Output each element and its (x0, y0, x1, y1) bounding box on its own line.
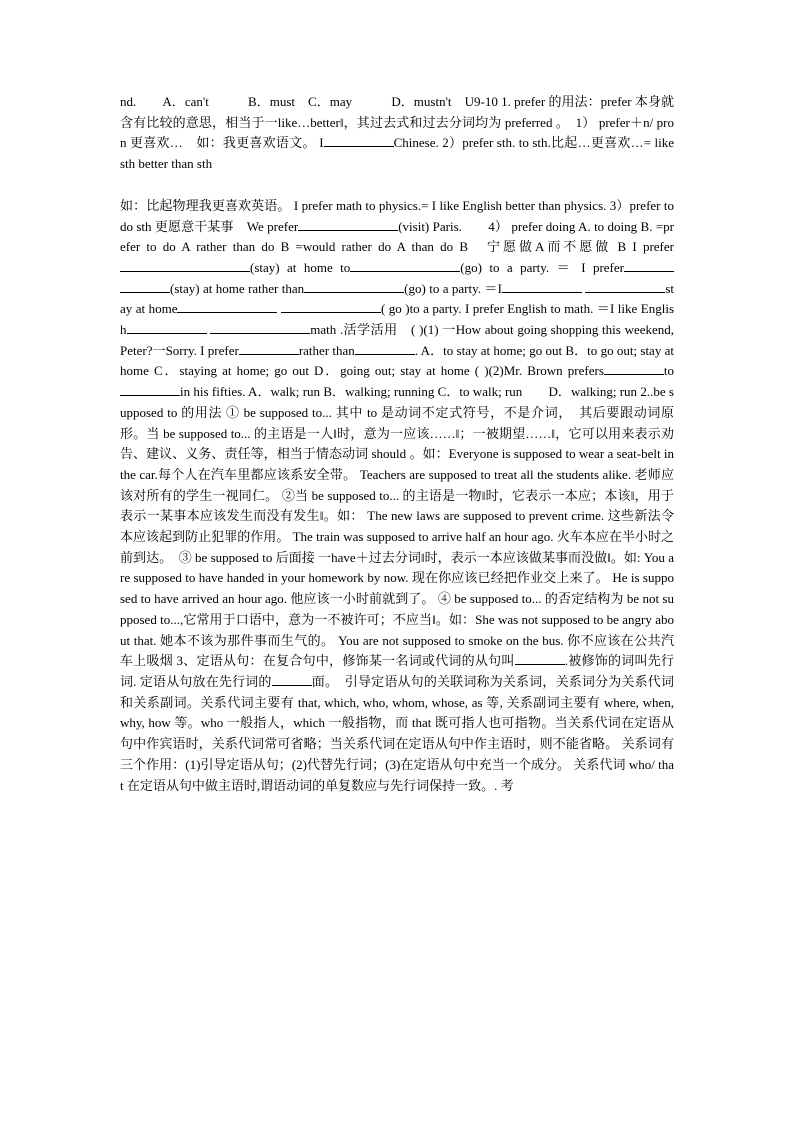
text-run: (go) to a party. ＝I (404, 280, 502, 296)
fill-blank[interactable] (239, 341, 299, 355)
text-run: (stay) at home rather than (170, 280, 305, 296)
fill-blank[interactable] (502, 279, 582, 293)
fill-blank[interactable] (515, 651, 565, 665)
fill-blank[interactable] (350, 258, 460, 272)
fill-blank[interactable] (585, 279, 665, 293)
fill-blank[interactable] (120, 382, 180, 396)
fill-blank[interactable] (304, 279, 404, 293)
text-run: (go) to a party. ＝ I prefer (460, 259, 624, 275)
text-run: .被修饰的词叫先行词. 定语从句放在先行词的 (120, 653, 674, 689)
fill-blank[interactable] (281, 299, 381, 313)
fill-blank[interactable] (177, 299, 277, 313)
fill-blank[interactable] (324, 133, 394, 147)
text-run: rather than (298, 342, 355, 358)
text-run: in his fifties. A．walk; run B．walking; running C．to walk; run D．walking; run 2..be supposed to 的用法 ① be supposed to... 其中 to 是动词不定式符号，不是介词， 其后要跟动词原形。当 be supposed to... 的主语是一人‖时，意为一应该……‖；一被期望……‖，它可以用来表示劝告、建议、义务、责任等，相当于情态动词 should 。如：Everyone is supposed to wear a seat-belt in the car.每个人在汽车里都应该系安全带。 Teachers are supposed to treat all the students alike. 老师应该对所有的学生一视同仁。 ②当 be supposed to... 的主语是一物‖时，它表示一本应；本该‖，用于表示一某事本应该发生而没有发生‖。如： The new laws are supposed to prevent crime. 这些新法令本应该起到防止犯罪的作用。 The train was supposed to arrive half an hour ago. 火车本应在半小时之前到达。 ③ be supposed to 后面接 一have＋过去分词‖时，表示一本应该做某事而没做‖。如: You are supposed to have handed in your homework by now. 现在你应该已经把作业交上来了。 He is supposed to have arrived an hour ago. 他应该一小时前就到了。 ④ be supposed to... 的否定结构为 be not supposed to...,它常用于口语中，意为一不被许可；不应当‖。如：She was not supposed to be angry about that. 她本不该为那件事而生气的。 You are not supposed to smoke on the bus. 你不应该在公共汽车上吸烟 3、定语从句：在复合句中，修饰某一名词或代词的从句叫 (120, 384, 674, 669)
fill-blank[interactable] (355, 341, 415, 355)
spacer (120, 175, 674, 196)
fill-blank[interactable] (120, 258, 250, 272)
paragraph (120, 92, 674, 175)
fill-blank[interactable] (127, 320, 207, 334)
text-run: 如：比起物理我更喜欢英语。 I prefer math to physics.= I like English better than physics. 3）prefer to do sth 更愿意干某事 We prefer (120, 197, 674, 234)
text-run: 面。 引导定语从句的关联词称为关系词，关系词分为关系代词和关系副词。关系代词主要有 that, which, who, whom, whose, as 等, 关系副词主要有 where, when, why, how 等。who 一般指人，which 一般指物，而 that 既可指人也可指物。当关系代词在定语从句中作宾语时，关系代词常可省略；当关系代词在定语从句中作主语时，则不能省略。 关系词有三个作用：(1)引导定语从句；(2)代替先行词；(3)在定语从句中充当一个成分。 关系代词 who/ that 在定语从句中做主语时,谓语动词的单复数应与先行词保持一致。. 考 (120, 673, 674, 793)
text-run: . A．to stay at home; go out B．to go out; stay at home C．staying at home; go out D．going out; stay at home ( )(2)Mr. Brown prefers (120, 342, 674, 379)
paragraph (120, 196, 674, 796)
text-run: to (663, 363, 674, 379)
text-run: (stay) at home to (250, 259, 351, 275)
fill-blank[interactable] (120, 279, 170, 293)
text-run: Chinese. 2）prefer sth. to sth.比起…更喜欢…= like sth better than sth (120, 135, 674, 172)
fill-blank[interactable] (624, 258, 674, 272)
fill-blank[interactable] (210, 320, 310, 334)
fill-blank[interactable] (604, 361, 664, 375)
document-body (120, 92, 674, 796)
text-run: (visit) Paris. 4） prefer doing A. to doing B. =prefer to do A rather than do B =would rather do A than do B 宁愿做A而不愿做 B I prefer (120, 218, 674, 255)
fill-blank[interactable] (272, 672, 312, 686)
text-run: stay at home (120, 280, 674, 317)
text-run: ( go )to a party. I prefer English to math. ＝I like English (120, 301, 675, 338)
fill-blank[interactable] (298, 217, 398, 231)
text-run: nd. A．can't B．must C．may D．mustn't U9-10 1. prefer 的用法：prefer 本身就含有比较的意思，相当于一like…better‖，其过去式和过去分词均为 preferred 。 1） prefer＋n/ pron 更喜欢… 如：我更喜欢语文。 I (120, 94, 674, 151)
text-run: math .活学活用 ( )(1) 一How about going shopping this weekend, Peter?一Sorry. I prefer (120, 322, 675, 358)
